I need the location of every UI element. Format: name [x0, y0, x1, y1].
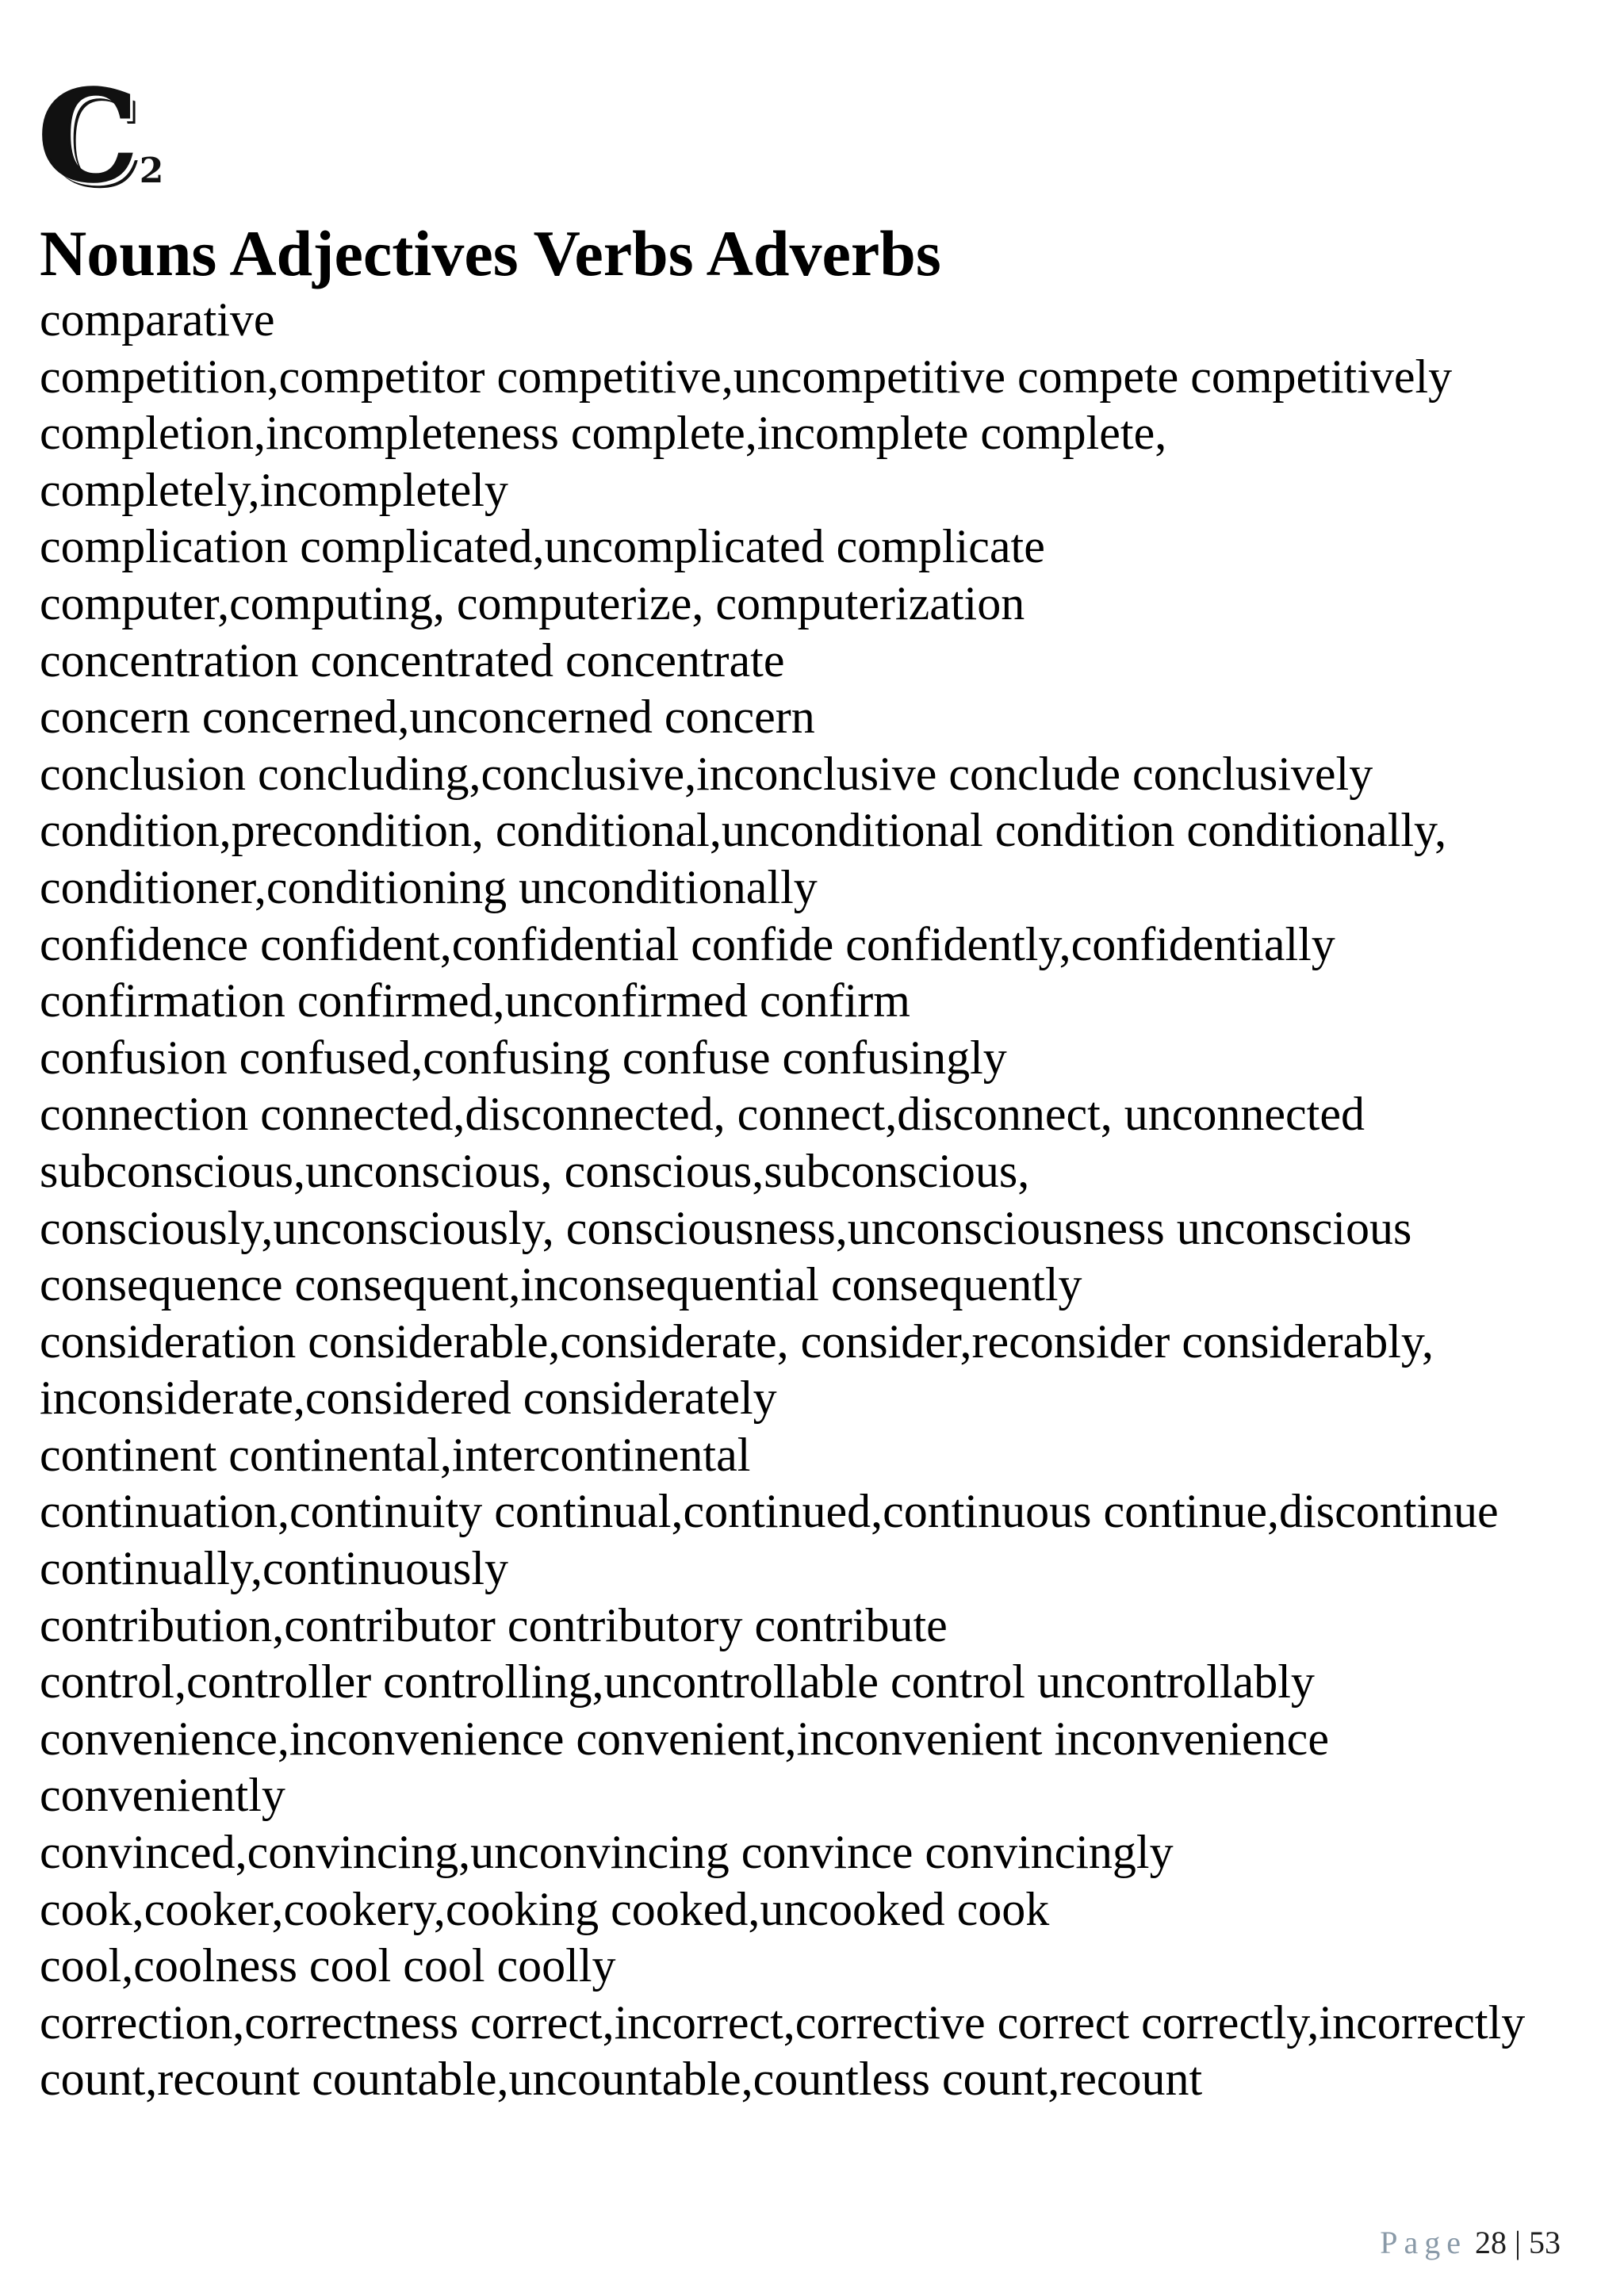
word-line: complication complicated,uncomplicated complicate — [40, 520, 1045, 573]
word-line: conclusion concluding,conclusive,inconclusive conclude conclusively — [40, 747, 1373, 800]
word-line: continent continental,intercontinental — [40, 1428, 751, 1481]
word-line: count,recount countable,uncountable,countless count,recount — [40, 2053, 1203, 2106]
word-line: cook,cooker,cookery,cooking cooked,uncooked cook — [40, 1882, 1050, 1935]
word-line: consideration considerable,considerate, consider,reconsider considerably, — [40, 1314, 1434, 1368]
word-line: condition,precondition, conditional,unconditional condition conditionally, — [40, 804, 1447, 857]
word-line: cool,coolness cool cool coolly — [40, 1939, 616, 1992]
word-line: completely,incompletely — [40, 463, 508, 516]
logo-subscript: 2 — [139, 151, 164, 191]
word-line: consciously,unconsciously, consciousness,unconsciousness unconscious — [40, 1201, 1412, 1254]
word-line: subconscious,unconscious, conscious,subconscious, — [40, 1144, 1030, 1197]
word-line: contribution,contributor contributory contribute — [40, 1598, 948, 1651]
word-line: continually,continuously — [40, 1542, 509, 1595]
page-footer — [1380, 2223, 1561, 2263]
word-line: competition,competitor competitive,uncompetitive compete competitively — [40, 350, 1453, 403]
word-line: convinced,convincing,unconvincing convince convincingly — [40, 1826, 1174, 1879]
logo-letter: C — [38, 63, 138, 210]
word-line: connection connected,disconnected, connect,disconnect, unconnected — [40, 1088, 1365, 1141]
word-line: control,controller controlling,uncontrollable control uncontrollably — [40, 1655, 1315, 1709]
section-logo — [38, 63, 164, 210]
word-line: conditioner,conditioning unconditionally — [40, 860, 818, 913]
word-line: correction,correctness correct,incorrect,corrective correct correctly,incorrectly — [40, 1996, 1526, 2049]
page-heading: Nouns Adjectives Verbs Adverbs — [40, 217, 941, 289]
word-line: concern concerned,unconcerned concern — [40, 691, 815, 744]
word-line: completion,incompleteness complete,incomplete complete, — [40, 407, 1167, 460]
word-line: concentration concentrated concentrate — [40, 633, 785, 687]
footer-page-number: 28 | 53 — [1474, 2225, 1561, 2260]
word-line: conveniently — [40, 1769, 285, 1822]
word-line: confirmation confirmed,unconfirmed confirm — [40, 974, 910, 1027]
word-line: inconsiderate,considered considerately — [40, 1372, 777, 1425]
word-line: confidence confident,confidential confide confidently,confidentially — [40, 917, 1335, 970]
word-line: consequence consequent,inconsequential consequently — [40, 1258, 1082, 1311]
word-line: computer,computing, computerize, computerization — [40, 576, 1025, 629]
word-family-list — [40, 292, 1594, 2108]
word-line: confusion confused,confusing confuse confusingly — [40, 1031, 1007, 1084]
word-line: convenience,inconvenience convenient,inconvenient inconvenience — [40, 1712, 1329, 1765]
footer-page-label: Page — [1380, 2225, 1467, 2260]
word-line: comparative — [40, 293, 275, 346]
word-line: continuation,continuity continual,continued,continuous continue,discontinue — [40, 1485, 1499, 1538]
